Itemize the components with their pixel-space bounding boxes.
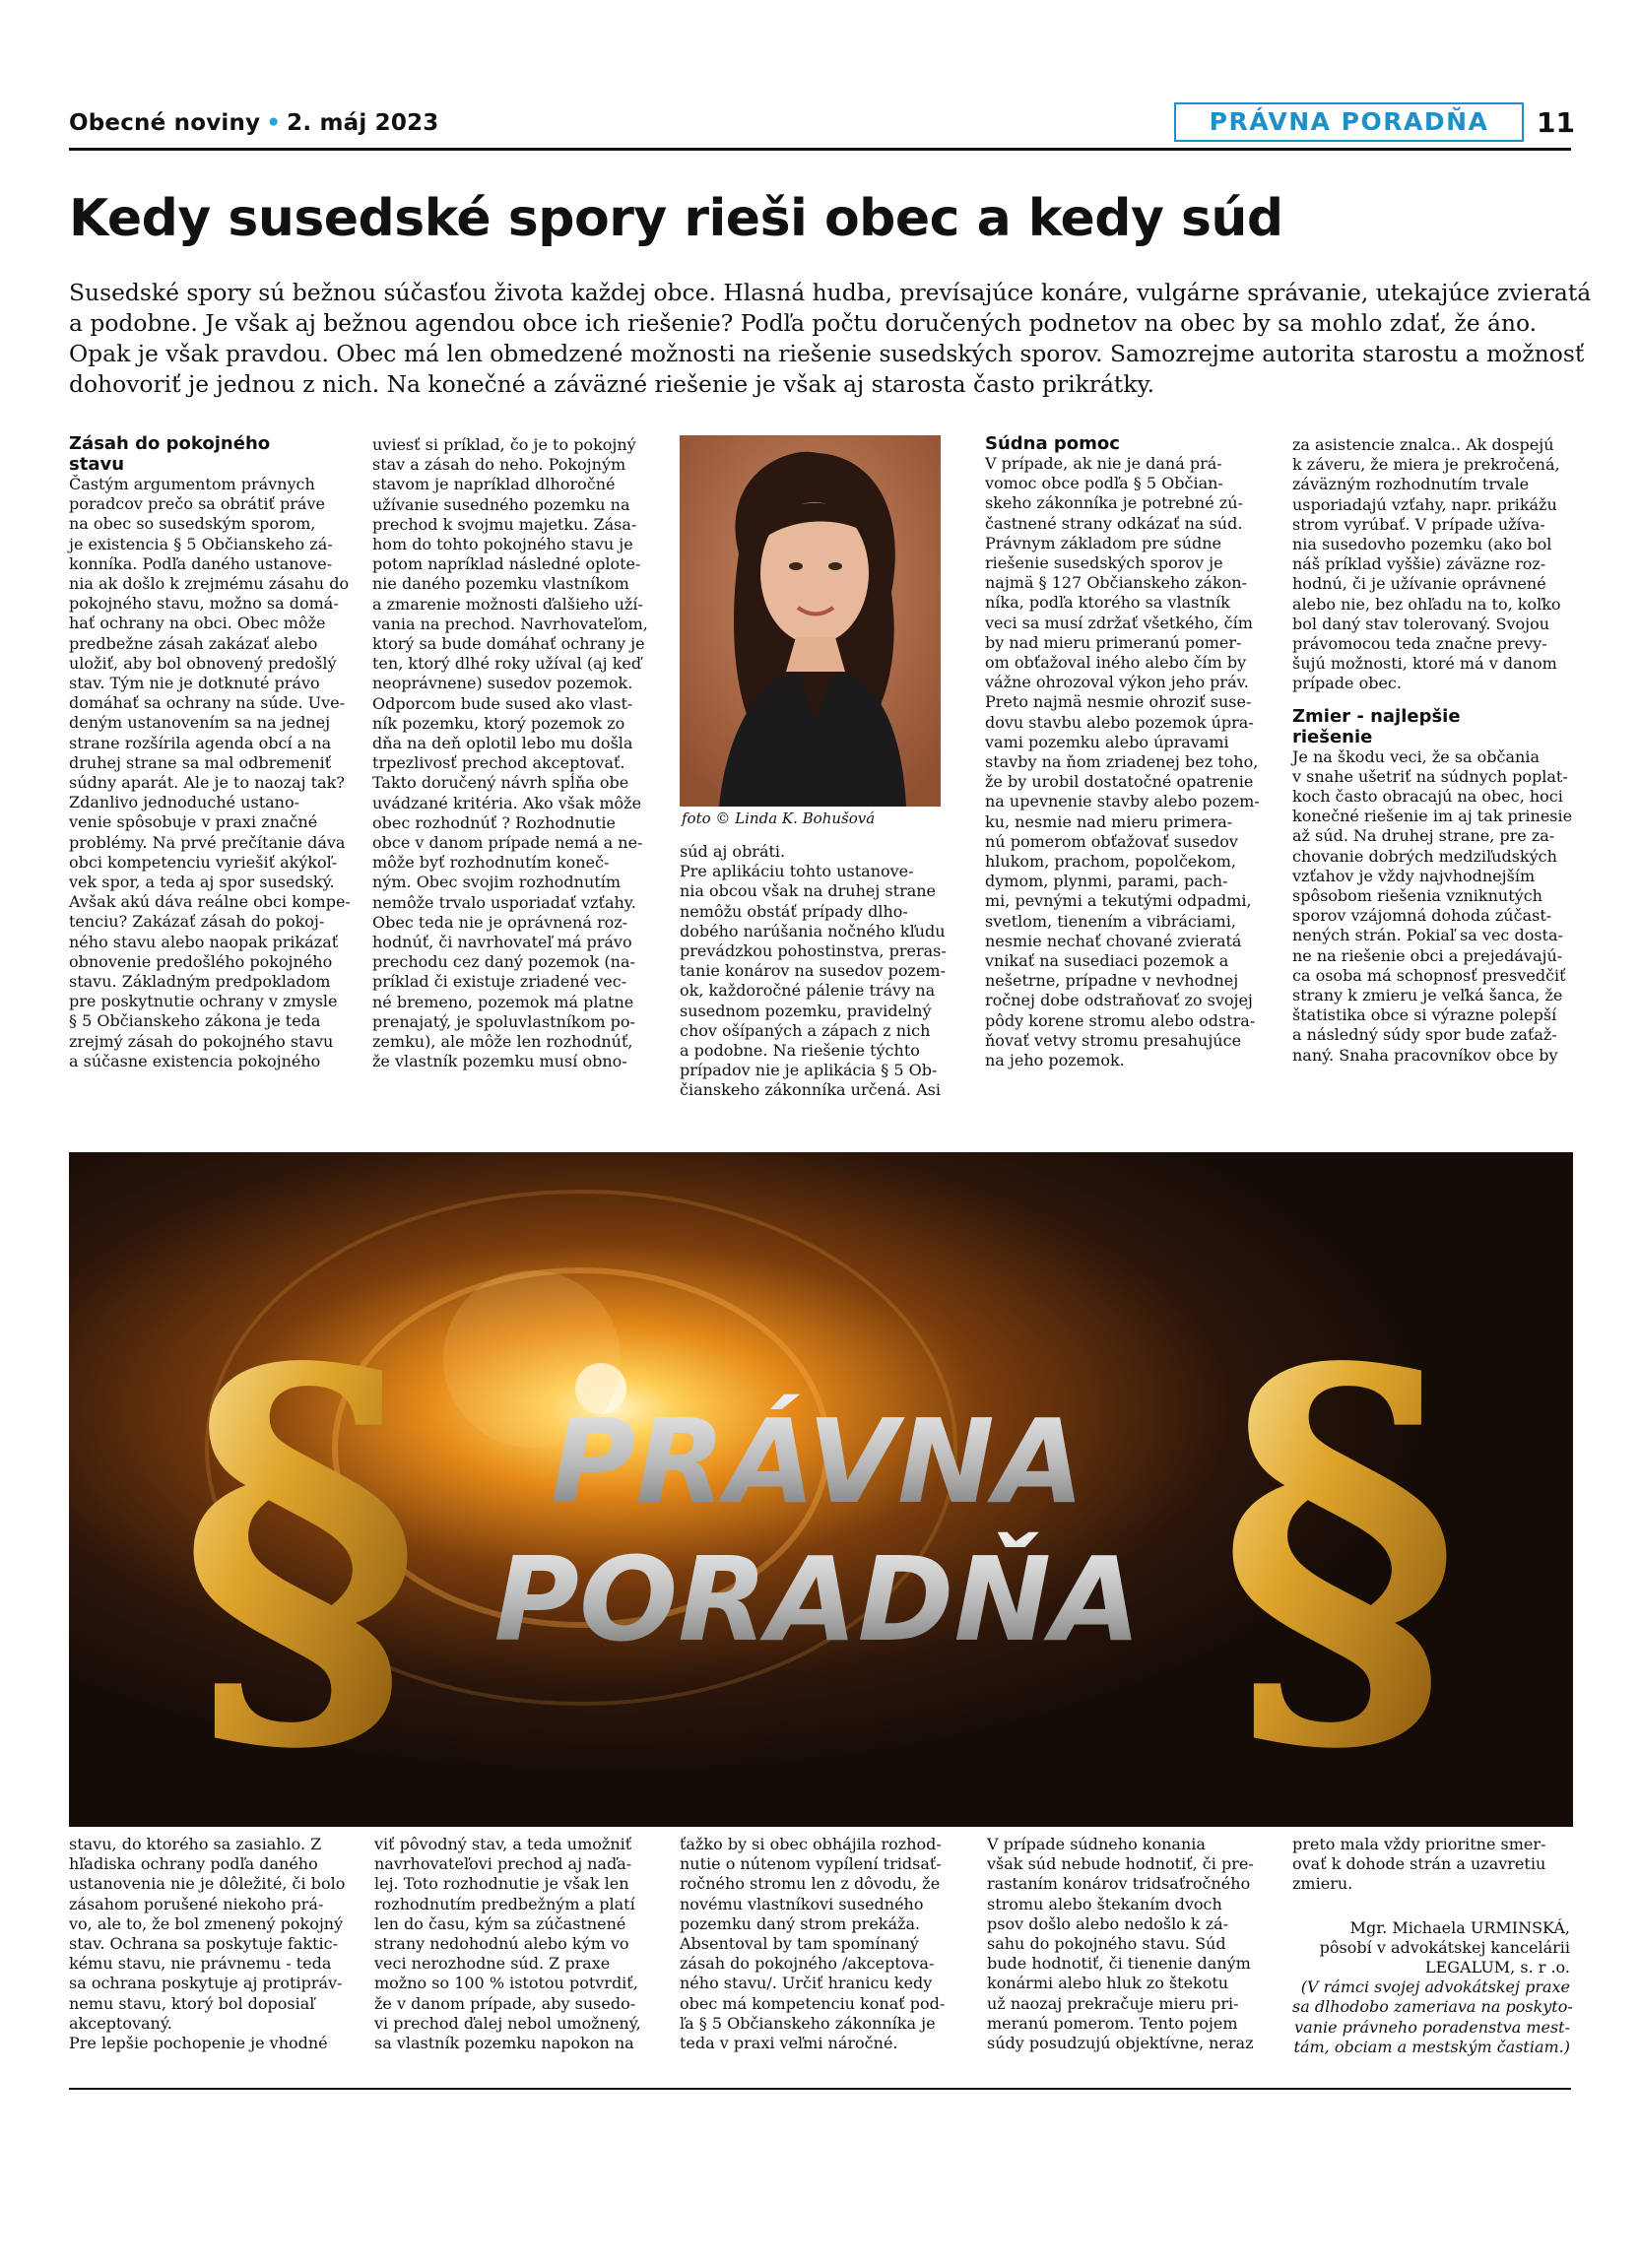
text-line: ťažko by si obec obhájila rozhod- [680,1835,942,1853]
text-line: hlukom, prachom, popolčekom, [985,852,1236,872]
text-line: nešetrne, prípadne v nevhodnej [985,971,1239,991]
text-line: prechodu cez daný pozemok (na- [372,952,635,972]
text-line: stav. Tým nie je dotknuté právo [69,674,320,693]
text-line: teda v praxi veľmi náročné. [680,2034,898,2053]
text-line: ročnej dobe odstraňovať zo svojej [985,991,1253,1010]
text-line: uložiť, aby bol obnovený predošlý [69,653,337,673]
text-line: Pre lepšie pochopenie je vhodné [69,2034,328,2053]
column-1 [69,433,351,1071]
text-line: lej. Toto rozhodnutie je však len [374,1874,629,1894]
text-line: šujú možnosti, ktoré má v danom [1292,654,1557,674]
bottom-column-4 [987,1835,1265,2053]
text-line: súdy posudzujú objektívne, neraz [987,2034,1254,2053]
text-line: nemôže trvalo usporiadať vzťahy. [372,892,636,912]
text-line: že v danom prípade, aby susedo- [374,1993,636,2013]
column-text [1292,746,1573,1066]
text-line: za asistencie znalca.. Ak dospejú [1292,435,1554,454]
text-line: už naozaj prekračuje mieru pri- [987,1993,1239,2013]
text-line: však súd nebude hodnotiť, či pre- [987,1854,1254,1874]
text-line: možno so 100 % istotou potvrdiť, [374,1974,638,1993]
bottom-column-5 [1292,1835,1573,2057]
text-line: strom vyrúbať. V prípade užíva- [1292,514,1545,534]
text-line: ten, ktorý dlhé roky užíval (aj keď [372,654,642,674]
text-line: preto mala vždy prioritne smer- [1292,1835,1546,1853]
text-line: hať ochrany na obci. Obec môže [69,614,326,633]
text-line: venie spôsobuje v praxi značné [69,812,318,832]
text-line: riešenie susedských sporov je [985,553,1223,573]
text-line: novému vlastníkovi susedného [680,1894,924,1913]
pravna-poradna-banner [69,1152,1573,1827]
text-line: stav. Ochrana sa poskytuje faktic- [69,1934,338,1954]
text-line: môže byť rozhodnutím koneč- [372,853,610,873]
text-line: stavom je napríklad dlhoročné [372,475,616,494]
text-line: chovanie dobrých medziľudských [1292,846,1557,866]
paper-name: Obecné noviny [69,110,261,136]
banner-line-1: PRÁVNA [550,1393,1085,1529]
text-line: a podobne. Na riešenie týchto [680,1041,920,1061]
section-label: PRÁVNA PORADŇA [1174,102,1524,142]
text-line: zásah do pokojného /akceptova- [680,1954,935,1974]
text-line: ného stavu alebo naopak prikázať [69,932,339,951]
text-line: stav a zásah do neho. Pokojným [372,455,626,475]
author-role: pôsobí v advokátskej kancelárii [1319,1937,1570,1957]
text-line: druhej strane sa mal odbremeniť [69,752,332,772]
text-line: vo, ale to, že bol zmenený pokojný [69,1913,344,1933]
text-line: né bremeno, pozemok má platne [372,992,634,1011]
text-line: je existencia § 5 Občianskeho zá- [69,534,333,553]
text-line: obci kompetenciu vyriešiť akýkoľ- [69,852,338,872]
banner-line-2: PORADŇA [493,1531,1142,1667]
text-line: len do času, kým sa zúčastnené [374,1913,626,1933]
text-line: V prípade súdneho konania [987,1835,1206,1853]
text-line: akceptovaný. [69,2013,172,2033]
text-line: zásahom porušené niekoho prá- [69,1894,324,1913]
text-line: strany nedohodnú alebo kým vo [374,1934,629,1954]
column-text [985,454,1261,1070]
text-line: strane rozšírila agenda obcí a na [69,733,332,752]
text-line: konníka. Podľa daného ustanove- [69,553,333,573]
text-line: predbežne zásah zakázať alebo [69,633,318,653]
text-line: uviesť si príklad, čo je to pokojný [372,435,636,454]
bottom-column-1 [69,1835,347,2053]
text-line: vanie právneho poradenstva mest- [1294,2017,1570,2037]
text-line: vi prechod ďalej nebol umožnený, [374,2013,641,2033]
text-line: zmieru. [1292,1874,1353,1894]
text-line: poradcov prečo sa obrátiť práve [69,494,325,514]
text-line: ného stavu/. Určiť hranicu kedy [680,1974,933,1993]
text-line: Častým argumentom právnych [69,475,315,493]
text-line: tanie konárov na susedov pozem- [680,961,946,981]
text-line: viť pôvodný stav, a teda umožniť [374,1835,632,1853]
text-line: Právnym základom pre súdne [985,533,1222,552]
text-line: sa ochrana poskytuje aj protipráv- [69,1974,343,1993]
text-line: Pre aplikáciu tohto ustanove- [680,862,914,881]
text-line: ktorý sa bude domáhať ochrany je [372,634,645,654]
text-line: uvádzané kritéria. Ako však môže [372,793,642,812]
text-line: právomocou teda značne prevy- [1292,634,1547,654]
text-line: om obťažoval iného alebo čím by [985,653,1247,673]
text-line: štatistika obce si výrazne polepší [1292,1005,1557,1025]
subheading: Zmier - najlepšie [1292,705,1461,727]
text-line: Odporcom bude sused ako vlast- [372,693,633,713]
text-line: ku, nesmie nad mieru primera- [985,811,1233,831]
text-line: tenciu? Zakázať zásah do pokoj- [69,912,325,932]
column-5 [1292,435,1573,1066]
text-line: súd aj obráti. [680,842,786,861]
column-text [374,1835,652,2053]
text-line: bol daný stav tolerovaný. Svojou [1292,614,1550,633]
text-line: vomoc obce podľa § 5 Občian- [985,474,1223,493]
text-line: na obec so susedským sporom, [69,514,316,534]
text-line: konečné riešenie im aj tak prinesie [1292,807,1573,826]
text-line: sporov vzájomná dohoda zúčast- [1292,906,1552,926]
text-line: obce v danom prípade nemá a ne- [372,833,643,853]
text-line: častnené strany odkázať na súd. [985,513,1243,533]
text-line: V prípade, ak nie je daná prá- [985,454,1222,473]
bottom-divider [69,2088,1571,2090]
text-line: ne na riešenie obci a prejedávajú- [1292,945,1563,965]
subheading: riešenie [1292,726,1373,747]
text-line: alebo nie, bez ohľadu na to, koľko [1292,594,1561,614]
text-line: nených strán. Pokiaľ sa vec dosta- [1292,926,1563,945]
text-line: až súd. Na druhej strane, pre za- [1292,826,1555,846]
text-line: sahu do pokojného stavu. Súd [987,1934,1226,1954]
text-line: strany k zmieru je veľká šanca, že [1292,986,1563,1005]
text-line: prenajatý, je spoluvlastníkom po- [372,1011,635,1031]
text-line: veci nerozhodne súd. Z praxe [374,1954,611,1974]
text-line: nú pomerom obťažovať susedov [985,831,1238,851]
symbol-left: § [179,1269,422,1813]
column-text [69,1835,347,2053]
text-line: rastaním konárov tridsaťročného [987,1874,1251,1894]
symbol-right: § [1218,1269,1461,1813]
text-line: obec rozhodnúť ? Rozhodnutie [372,812,616,832]
subheading: Zásah do pokojného [69,433,271,454]
text-line: hodnúť, či navrhovateľ má právo [372,933,632,952]
text-line: Avšak akú dáva reálne obci kompe- [69,892,351,912]
text-line: sa vlastník pozemku napokon na [374,2034,634,2053]
text-line: stavu. Základným predpokladom [69,972,331,992]
text-line: v snahe ušetriť na súdnych poplat- [1292,766,1568,786]
masthead [69,110,439,136]
column-4 [985,433,1261,1070]
text-line: nia obcou však na druhej strane [680,881,937,901]
text-line: veci sa musí zdržať všetkého, čím [985,613,1253,632]
text-line: § 5 Občianskeho zákona je teda [69,1011,321,1031]
text-line: pokojného stavu, možno sa domá- [69,594,339,614]
text-line: a zmarenie možnosti ďalšieho uží- [372,594,643,614]
text-line: nutie o nútenom vypílení tridsať- [680,1854,942,1874]
text-line: ok, každoročné pálenie trávy na [680,981,936,1001]
subheading: stavu [69,454,125,475]
text-line: obec má kompetenciu konať pod- [680,1993,946,2013]
text-line: psov došlo alebo nedošlo k zá- [987,1913,1229,1933]
text-line: záväzným rozhodnutím trvale [1292,475,1530,494]
text-line: spôsobom riešenia vzniknutých [1292,886,1542,906]
bottom-column-2 [374,1835,652,2053]
photo-caption: foto © Linda K. Bohušová [682,810,876,827]
text-line: čianskeho zákonníka určená. Asi [680,1080,941,1100]
text-line: vami pozemku alebo úpravami [985,732,1229,751]
text-line: prípade obec. [1292,674,1402,693]
text-line: prípadov nie je aplikácia § 5 Ob- [680,1061,938,1080]
column-3 [680,842,953,1101]
text-line: pôdy korene stromu alebo odstra- [985,1010,1256,1030]
text-line: potom napríklad následné oplote- [372,554,641,574]
text-line: mi, pevnými a tekutými odpadmi, [985,891,1252,911]
text-line: vek spor, a teda aj spor susedský. [69,873,335,892]
text-line: stavby na ňom zriadenej bez toho, [985,752,1259,772]
text-line: pre poskytnutie ochrany v zmysle [69,992,338,1011]
text-line: zemku), ale môže len rozhodnúť, [372,1032,633,1052]
column-text [680,842,953,1101]
lead-line: a podobne. Je však aj bežnou agendou obce ich riešenie? Podľa počtu doručených podnetov na obec by sa mohlo zdať, že áno. [69,309,1538,337]
text-line: Je na škodu veci, že sa občania [1292,746,1540,766]
text-line: tám, obciam a mestským častiam.) [1293,2037,1570,2056]
text-line: susednom pozemku, pravidelný [680,1001,932,1020]
text-line: Preto najmä nesmie ohroziť suse- [985,692,1252,712]
text-line: náš príklad vyššie) záväzne roz- [1292,554,1546,574]
text-line: nia ak došlo k zrejmému zásahu do [69,574,350,594]
text-line: ľa § 5 Občianskeho zákonníka je [680,2013,936,2033]
text-line: by nad mieru primeranú pomer- [985,632,1242,652]
text-line: ustanovenia nie je dôležité, či bolo [69,1874,346,1894]
text-line: (V rámci svojej advokátskej praxe [1300,1977,1570,1997]
text-line: koch často obracajú na obec, hoci [1292,787,1563,807]
text-line: skeho zákonníka je potrebné zú- [985,493,1243,513]
text-line: sa dlhodobo zameriava na poskyto- [1292,1997,1573,2017]
text-line: vania na prechod. Navrhovateľom, [372,614,648,633]
text-line: rozhodnutím predbežným a platí [374,1894,635,1913]
text-line: Absentoval by tam spomínaný [680,1934,919,1954]
text-line: domáhať sa ochrany na súde. Uve- [69,693,346,713]
text-line: že vlastník pozemku musí obno- [372,1052,627,1071]
text-line: trpezlivosť prechod akceptovať. [372,753,625,773]
text-line: chov ošípaných a zápach z nich [680,1020,931,1040]
text-line: naný. Snaha pracovníkov obce by [1292,1045,1558,1065]
text-line: že by urobil dostatočné opatrenie [985,772,1254,792]
text-line: obnovenie predošlého pokojného [69,951,333,971]
column-text [69,475,351,1071]
page-number: 11 [1537,106,1575,139]
text-line: Zdanlivo jednoduché ustano- [69,793,299,812]
text-line: na jeho pozemok. [985,1051,1125,1070]
column-text [1292,435,1570,694]
text-line: hľadiska ochrany podľa daného [69,1854,318,1874]
text-line: svetlom, tienením a vibráciami, [985,911,1236,931]
text-line: bude hodnotiť, či tienenie daným [987,1954,1251,1974]
text-line: dobého narúšania nočného kľudu [680,921,946,940]
text-line: prevádzkou pohostinstva, preras- [680,941,947,961]
text-line: níka, podľa ktorého sa vlastník [985,593,1230,613]
text-line: ročného stromu len z dôvodu, že [680,1874,941,1894]
text-line: najmä § 127 Občianskeho zákon- [985,573,1247,593]
text-line: neoprávnene) susedov pozemok. [372,674,633,693]
text-line: nesmie nechať chované zvieratá [985,931,1242,950]
text-line: pozemku daný strom prekáža. [680,1913,921,1933]
text-line: Takto doručený návrh spĺňa obe [372,773,629,793]
author-photo [680,435,941,807]
issue-date: 2. máj 2023 [287,110,439,136]
bottom-column-3 [680,1835,957,2053]
text-line: nia susedovho pozemku (ako bol [1292,535,1552,554]
text-line: navrhovateľovi prechod aj naďa- [374,1854,632,1874]
text-line: a súčasne existencia pokojného [69,1051,321,1070]
text-line: prechod k svojmu majetku. Zása- [372,514,637,534]
separator: • [266,110,282,136]
text-line: stavu, do ktorého sa zasiahlo. Z [69,1835,322,1853]
text-line: ným. Obec svojim rozhodnutím [372,873,621,892]
text-line: užívanie susedného pozemku na [372,494,630,514]
lead-line: dohovoriť je jednou z nich. Na konečné a záväzné riešenie je však aj starosta často prikrátky. [69,370,1155,398]
column-text [1292,1835,1570,1895]
text-line: súdny aparát. Ale je to naozaj tak? [69,773,345,793]
text-line: nemôžu obstáť prípady dlho- [680,901,908,921]
top-divider [69,148,1571,151]
text-line: na upevnenie stavby alebo pozem- [985,792,1260,811]
text-line: ca osoba má schopnosť presvedčiť [1292,965,1566,985]
text-line: vážne ohrozoval výkon jeho práv. [985,673,1249,692]
text-line: k záveru, že miera je prekročená, [1292,455,1560,475]
text-line: problémy. Na prvé prečítanie dáva [69,832,346,852]
text-line: dymom, plynmi, parami, pach- [985,872,1228,891]
column-text [680,1835,957,2053]
lead-paragraph [69,278,1592,400]
text-line: a následný súdy spor bude zaťaž- [1292,1025,1557,1045]
column-text [372,435,650,1072]
text-line: Obec teda nie je oprávnená roz- [372,912,628,932]
text-line: meranú pomerom. Tento pojem [987,2013,1238,2033]
author-note [1292,1977,1573,2057]
column-2 [372,435,650,1072]
author-firm: LEGALUM, s. r .o. [1424,1958,1570,1977]
lead-line: Opak je však pravdou. Obec má len obmedzené možnosti na riešenie susedských sporov. Samozrejme autorita starostu a možnosť [69,340,1585,367]
text-line: deným ustanovením sa na jednej [69,713,331,733]
text-line: príklad či existuje zriadené vec- [372,972,627,992]
text-line: usporiadajú vzťahy, napr. prikážu [1292,494,1557,514]
text-line: ovať k dohode strán a uzavretiu [1292,1854,1546,1874]
text-line: vnikať na susediaci pozemok a [985,951,1229,971]
text-line: hodnú, či je užívanie oprávnené [1292,574,1546,594]
text-line: hom do tohto pokojného stavu je [372,535,633,554]
text-line: vzťahov je vždy najvhodnejším [1292,866,1536,885]
column-text [987,1835,1265,2053]
author-name: Mgr. Michaela URMINSKÁ, [1349,1917,1570,1937]
lead-line: Susedské spory sú bežnou súčasťou života každej obce. Hlasná hudba, prevísajúce konáre, vulgárne správanie, utekajúce zvieratá [69,279,1592,306]
text-line: kému stavu, nie právnemu - teda [69,1954,332,1974]
text-line: konármi alebo hluk zo štekotu [987,1974,1229,1993]
subheading: Súdna pomoc [985,433,1120,454]
text-line: dovu stavbu alebo pozemok úpra- [985,712,1254,732]
text-line: nie daného pozemku vlastníkom [372,574,629,594]
text-line: dňa na deň oplotil lebo mu došla [372,734,633,753]
text-line: nemu stavu, ktorý bol doposiaľ [69,1993,315,2013]
text-line: ník pozemku, ktorý pozemok zo [372,713,625,733]
text-line: ňovať vetvy stromu presahujúce [985,1030,1242,1050]
text-line: stromu alebo štekaním dvoch [987,1894,1222,1913]
headline: Kedy susedské spory rieši obec a kedy súd [69,189,1283,248]
text-line: zrejmý zásah do pokojného stavu [69,1031,334,1051]
